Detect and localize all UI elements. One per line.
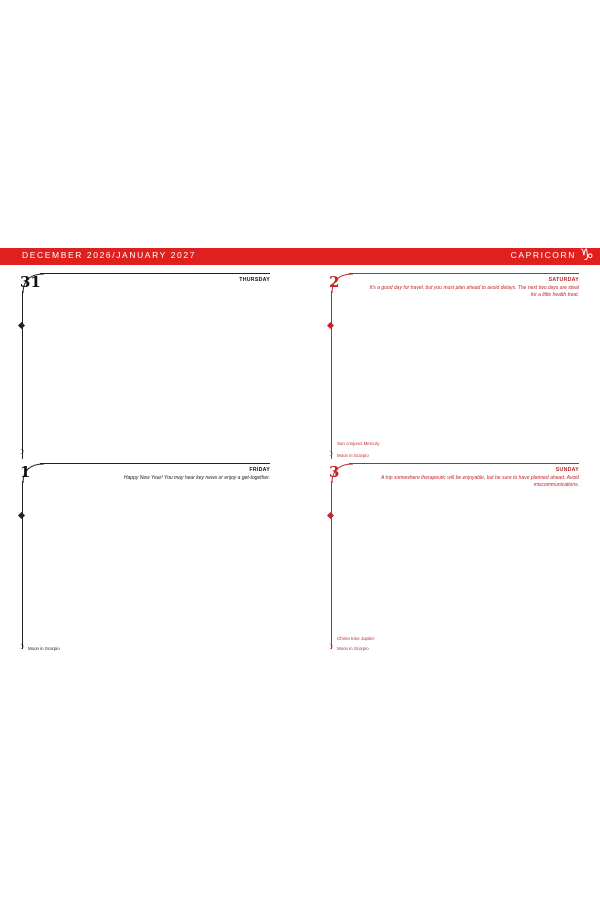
day-number: 2 bbox=[329, 273, 340, 291]
zodiac-label: CAPRICORN bbox=[510, 250, 576, 260]
day-block-2 bbox=[329, 273, 579, 469]
top-rule bbox=[349, 463, 579, 464]
left-rule bbox=[331, 481, 332, 649]
diamond-marker bbox=[328, 323, 334, 329]
left-rule bbox=[22, 291, 23, 459]
astro-event: Moon in Scorpio bbox=[337, 453, 369, 458]
day-number: 1 bbox=[20, 463, 31, 481]
day-block-3 bbox=[329, 463, 579, 659]
top-rule bbox=[40, 273, 270, 274]
month-range-label: DECEMBER 2026/JANUARY 2027 bbox=[22, 250, 197, 260]
day-number: 3 bbox=[329, 463, 340, 481]
diamond-marker bbox=[328, 513, 334, 519]
horoscope-note: Happy New Year! You may hear key news or enjoy a get-together. bbox=[123, 475, 270, 481]
day-block-31 bbox=[20, 273, 270, 469]
weekday-label: SUNDAY bbox=[555, 467, 579, 473]
moon-icon: ☽ bbox=[327, 644, 334, 651]
astro-event: Sun conjunct Mercury bbox=[337, 441, 380, 446]
astro-event: Chiron trine Jupiter bbox=[337, 636, 375, 641]
moon-icon: ☽ bbox=[18, 449, 25, 456]
moon-icon: ☽ bbox=[18, 644, 25, 651]
capricorn-icon: ♑ bbox=[579, 245, 594, 264]
diamond-marker bbox=[19, 513, 25, 519]
astro-event: Moon in Scorpio bbox=[337, 646, 369, 651]
day-block-1 bbox=[20, 463, 270, 659]
month-banner bbox=[0, 245, 600, 265]
horoscope-note: A trip somewhere therapeutic will be enjoyable, but be sure to have planned ahead. Avoid miscommunications. bbox=[381, 475, 579, 488]
day-number: 31 bbox=[20, 273, 41, 291]
left-rule bbox=[331, 291, 332, 459]
left-rule bbox=[22, 481, 23, 649]
top-rule bbox=[349, 273, 579, 274]
weekday-label: SATURDAY bbox=[548, 277, 579, 283]
astro-event: Moon in Scorpio bbox=[28, 646, 60, 651]
top-rule bbox=[40, 463, 270, 464]
moon-icon: ☽ bbox=[327, 451, 334, 458]
horoscope-note: It's a good day for travel, but you must plan ahead to avoid delays. The next two days are ideal for a little health treat. bbox=[369, 285, 579, 298]
diamond-marker bbox=[19, 323, 25, 329]
weekday-label: THURSDAY bbox=[239, 277, 270, 283]
weekday-label: FRIDAY bbox=[249, 467, 270, 473]
